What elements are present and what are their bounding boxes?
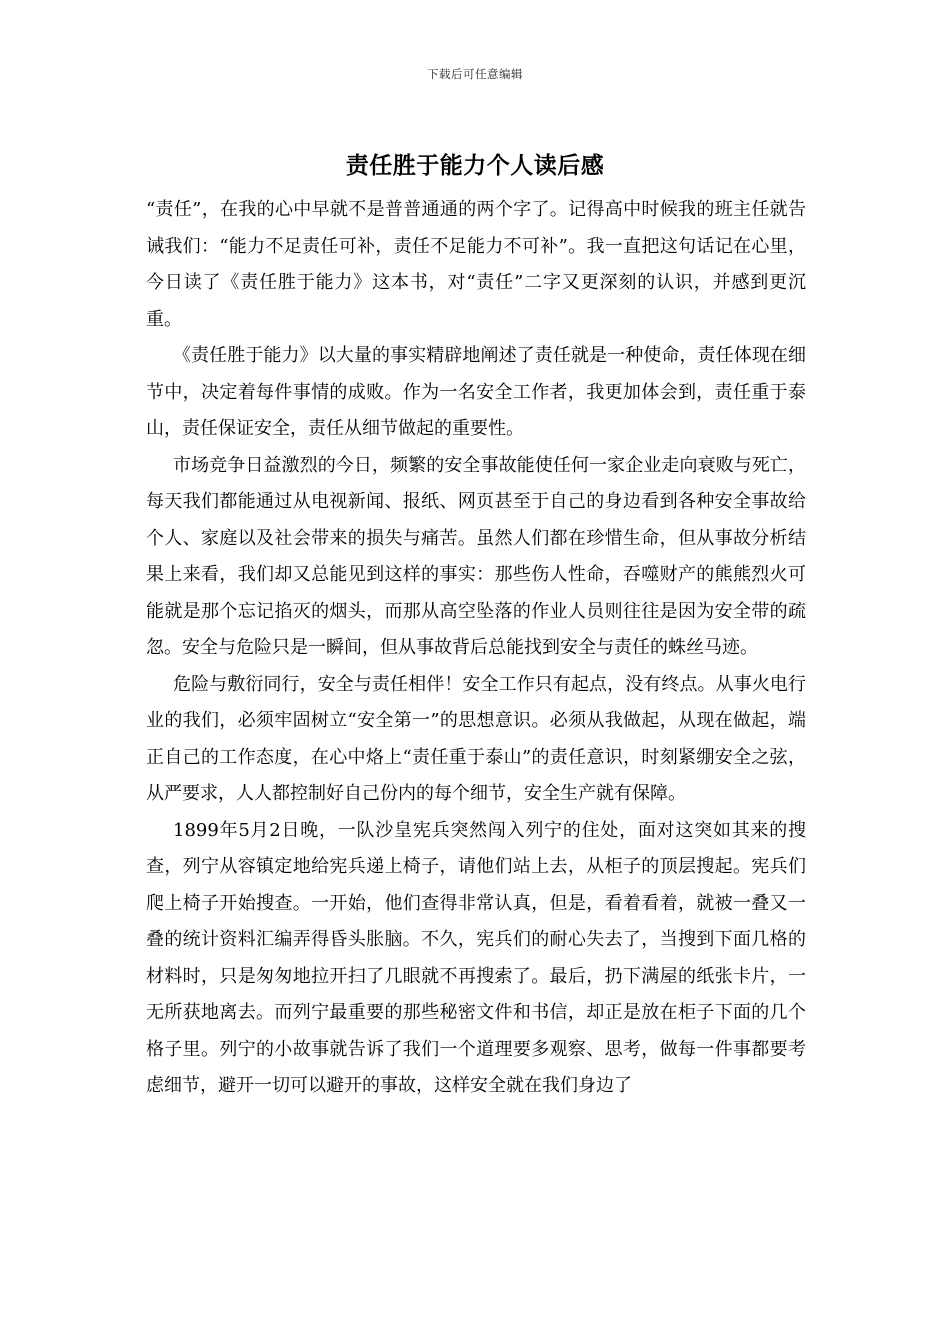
- paragraph-1: “责任”，在我的心中早就不是普普通通的两个字了。记得高中时候我的班主任就告诫我们：“能力不足责任可补，责任不足能力不可补”。我一直把这句话记在心里，今日读了《责任胜于能力》这本书，对“责任”二字又更深刻的认识，并感到更沉重。: [146, 199, 806, 330]
- paragraph-5: 1899年5月2日晚，一队沙皇宪兵突然闯入列宁的住处，面对这突如其来的搜查，列宁从容镇定地给宪兵递上椅子，请他们站上去，从柜子的顶层搜起。宪兵们爬上椅子开始搜查。一开始，他们查得非常认真，但是，看着看着，就被一叠又一叠的统计资料汇编弄得昏头胀脑。不久，宪兵们的耐心失去了，当搜到下面几格的材料时，只是匆匆地拉开扫了几眼就不再搜索了。最后，扔下满屋的纸张卡片，一无所获地离去。而列宁最重要的那些秘密文件和书信，却正是放在柜子下面的几个格子里。列宁的小故事就告诉了我们一个道理要多观察、思考，做每一件事都要考虑细节，避开一切可以避开的事故，这样安全就在我们身边了: [146, 819, 806, 1096]
- paragraph-2: 《责任胜于能力》以大量的事实精辟地阐述了责任就是一种使命，责任体现在细节中，决定着每件事情的成败。作为一名安全工作者，我更加体会到，责任重于泰山，责任保证安全，责任从细节做起的重要性。: [146, 345, 806, 439]
- page-header-note: 下载后可任意编辑: [427, 67, 523, 81]
- document-body: [146, 192, 806, 1105]
- paragraph-3: 市场竞争日益激烈的今日，频繁的安全事故能使任何一家企业走向衰败与死亡，每天我们都能通过从电视新闻、报纸、网页甚至于自己的身边看到各种安全事故给个人、家庭以及社会带来的损失与痛苦。虽然人们都在珍惜生命，但从事故分析结果上来看，我们却又总能见到这样的事实：那些伤人性命，吞噬财产的熊熊烈火可能就是那个忘记掐灭的烟头，而那从高空坠落的作业人员则往往是因为安全带的疏忽。安全与危险只是一瞬间，但从事故背后总能找到安全与责任的蛛丝马迹。: [146, 454, 806, 658]
- paragraph-4: 危险与敷衍同行，安全与责任相伴！安全工作只有起点，没有终点。从事火电行业的我们，必须牢固树立“安全第一”的思想意识。必须从我做起，从现在做起，端正自己的工作态度，在心中烙上“责任重于泰山”的责任意识，时刻紧绷安全之弦，从严要求，人人都控制好自己份内的每个细节，安全生产就有保障。: [146, 673, 806, 804]
- document-title: 责任胜于能力个人读后感: [345, 152, 605, 179]
